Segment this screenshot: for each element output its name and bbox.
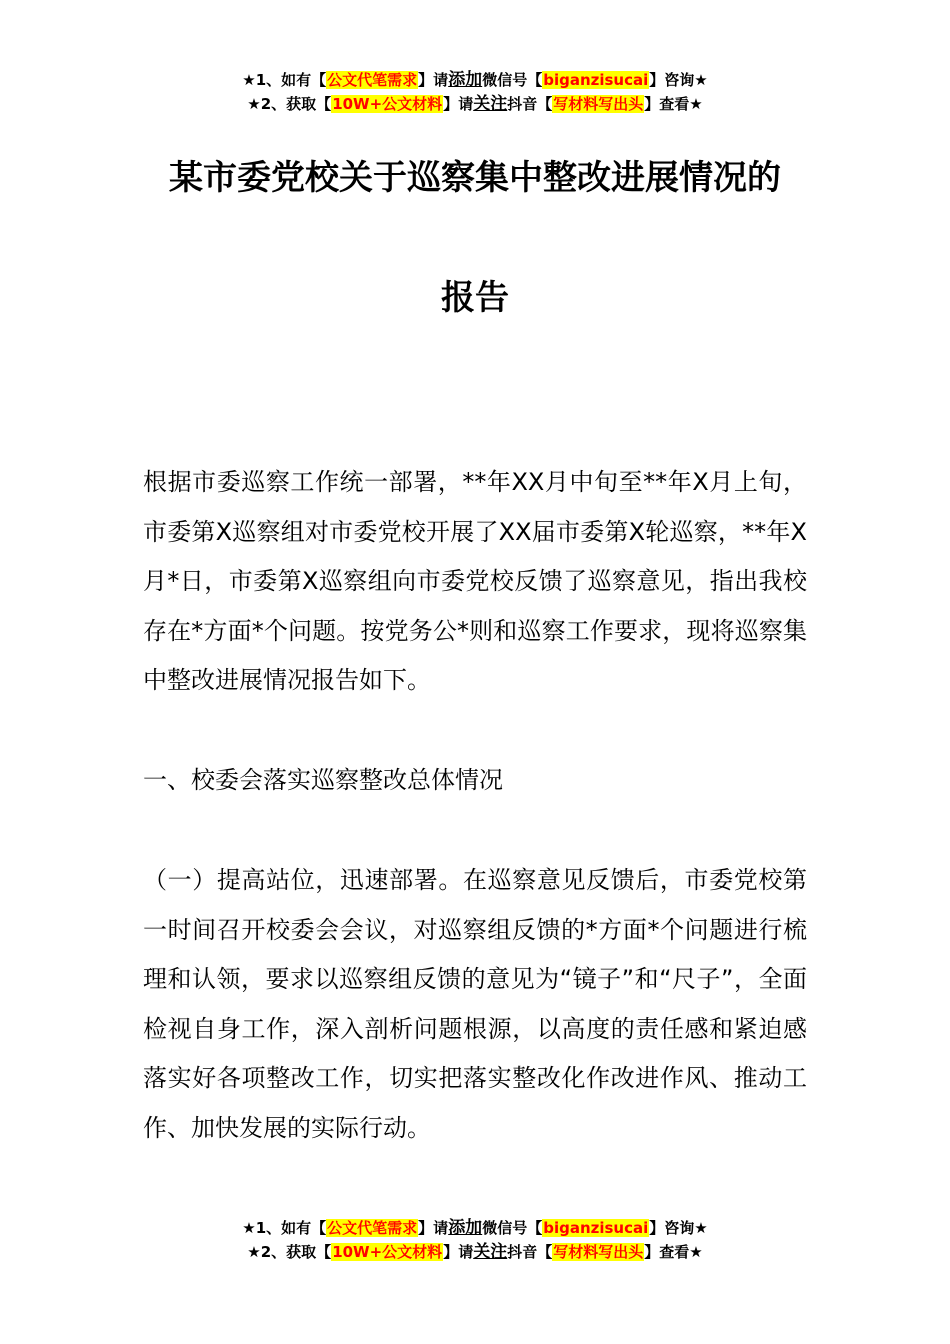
highlight-ghostwriting: 公文代笔需求 [327,71,418,89]
banner-text: 】请 [418,1219,449,1237]
banner-line-1 [0,68,950,92]
banner-text: ★1、如有【 [242,71,327,89]
body-paragraph: （一）提高站位，迅速部署。在巡察意见反馈后，市委党校第一时间召开校委会会议，对巡察组反馈的*方面*个问题进行梳理和认领，要求以巡察组反馈的意见为“镜子”和“尺子”，全面检视自身工作，深入剖析问题根源，以高度的责任感和紧迫感落实好各项整改工作，切实把落实整改化作改进作风、推动工作、加快发展的实际行动。 [143,866,807,1142]
banner-text: 微信号【 [482,1219,543,1237]
banner-text: 】查看★ [644,95,703,113]
banner-text: ★2、获取【 [247,95,332,113]
banner-line-2 [0,92,950,116]
header-banner [0,68,950,116]
document-title: 某市委党校关于巡察集中整改进展情况的 [169,158,781,198]
banner-text: 抖音【 [507,95,553,113]
banner-emphasis: 添加 [448,70,483,90]
banner-text: 微信号【 [482,71,543,89]
highlight-wechat-id: biganzisucai [543,1219,649,1237]
highlight-ghostwriting: 公文代笔需求 [327,1219,418,1237]
banner-text: ★1、如有【 [242,1219,327,1237]
banner-emphasis: 关注 [473,94,508,114]
banner-emphasis: 添加 [448,1218,483,1238]
highlight-douyin: 写材料写出头 [553,1243,644,1261]
highlight-materials: 10W+公文材料 [332,1243,443,1261]
highlight-wechat-id: biganzisucai [543,71,649,89]
banner-text: 】咨询★ [649,1219,708,1237]
banner-text: 】请 [443,1243,474,1261]
banner-emphasis: 关注 [473,1242,508,1262]
banner-text: 】请 [418,71,449,89]
section-heading: 一、校委会落实巡察整改总体情况 [143,766,503,794]
banner-text: ★2、获取【 [247,1243,332,1261]
intro-paragraph: 根据市委巡察工作统一部署，**年XX月中旬至**年X月上旬，市委第X巡察组对市委党校开展了XX届市委第X轮巡察，**年X月*日，市委第X巡察组向市委党校反馈了巡察意见，指出我校存在*方面*个问题。按党务公*则和巡察工作要求，现将巡察集中整改进展情况报告如下。 [143,468,807,694]
banner-text: 抖音【 [507,1243,553,1261]
banner-text: 】查看★ [644,1243,703,1261]
banner-line-1 [0,1216,950,1240]
highlight-materials: 10W+公文材料 [332,95,443,113]
document-title-continued: 报告 [441,278,509,318]
banner-text: 】请 [443,95,474,113]
highlight-douyin: 写材料写出头 [553,95,644,113]
banner-text: 】咨询★ [649,71,708,89]
footer-banner [0,1216,950,1264]
banner-line-2 [0,1240,950,1264]
